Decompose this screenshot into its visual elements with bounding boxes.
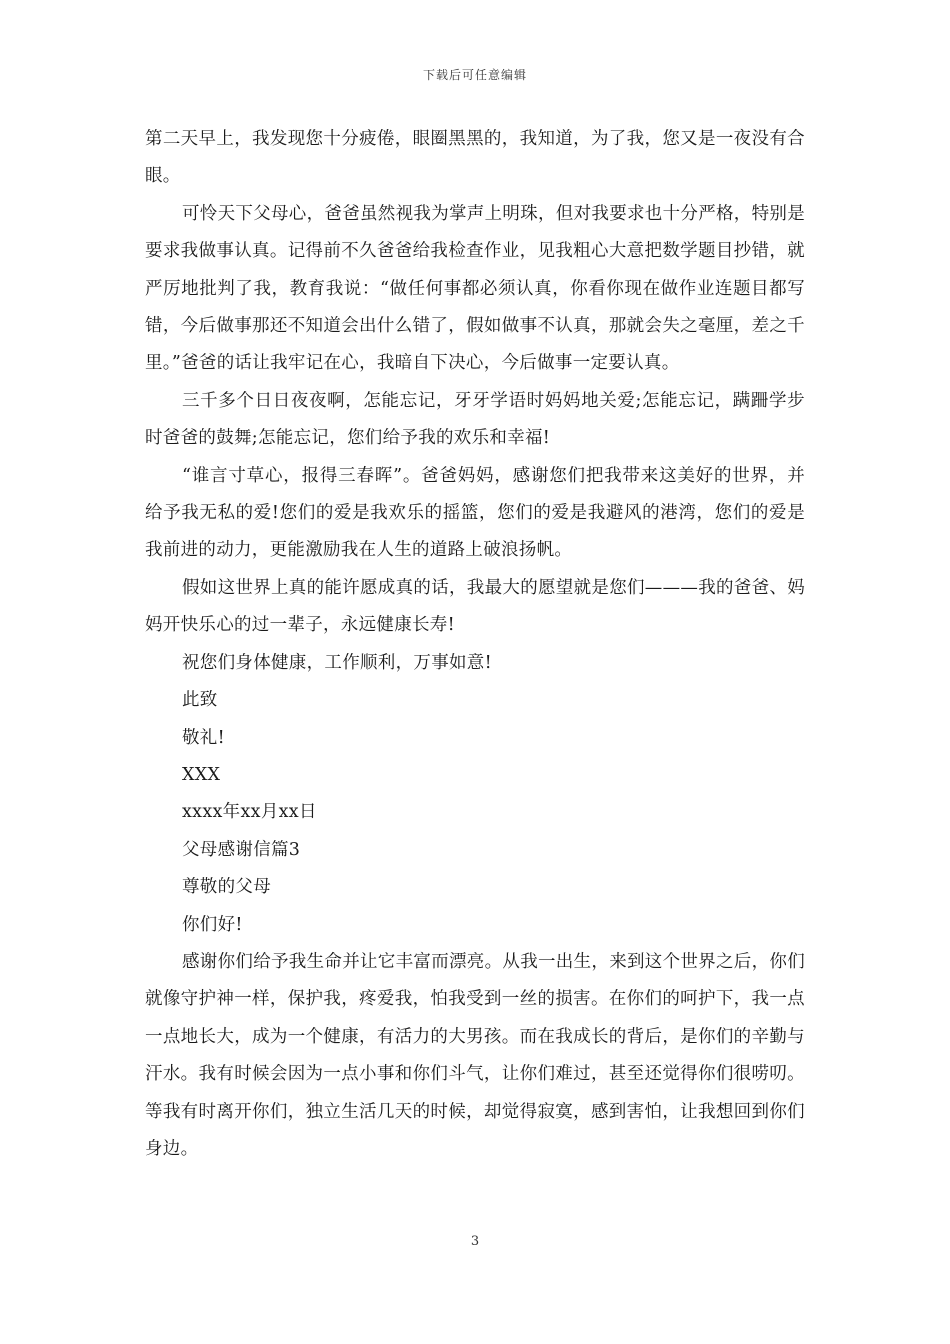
date-line: xxxx年xx月xx日 (182, 802, 317, 823)
document-body (145, 121, 805, 1168)
paragraph: 感谢你们给予我生命并让它丰富而漂亮。从我一出生，来到这个世界之后，你们就像守护神一样，保护我，疼爱我，怕我受到一丝的损害。在你们的呵护下，我一点一点地长大，成为一个健康，有活力的大男孩。而在我成长的背后，是你们的辛勤与汗水。我有时候会因为一点小事和你们斗气，让你们难过，甚至还觉得你们很唠叨。等我有时离开你们，独立生活几天的时候，却觉得寂寞，感到害怕，让我想回到你们身边。 (145, 951, 805, 1159)
page-number: 3 (470, 1234, 480, 1249)
closing-line: 此致 (182, 690, 218, 711)
paragraph: 第二天早上，我发现您十分疲倦，眼圈黑黑的，我知道，为了我，您又是一夜没有合眼。 (145, 129, 805, 187)
salutation: 尊敬的父母 (182, 877, 271, 898)
greeting-line: 祝您们身体健康，工作顺利，万事如意! (182, 652, 492, 673)
section-title: 父母感谢信篇3 (182, 839, 301, 860)
closing-line: 敬礼! (182, 727, 225, 748)
paragraph: “谁言寸草心，报得三春晖”。爸爸妈妈，感谢您们把我带来这美好的世界，并给予我无私的爱!您们的爱是我欢乐的摇篮，您们的爱是我避风的港湾，您们的爱是我前进的动力，更能激励我在人生的道路上破浪扬帆。 (145, 465, 805, 561)
salutation: 你们好! (182, 914, 243, 935)
page-header: 下载后可任意编辑 (422, 68, 527, 82)
paragraph: 可怜天下父母心，爸爸虽然视我为掌声上明珠，但对我要求也十分严格，特别是要求我做事认真。记得前不久爸爸给我检查作业，见我粗心大意把数学题目抄错，就严厉地批判了我，教育我说：“做任何事都必须认真，你看你现在做作业连题目都写错，今后做事那还不知道会出什么错了，假如做事不认真，那就会失之毫厘，差之千里。”爸爸的话让我牢记在心，我暗自下决心，今后做事一定要认真。 (145, 203, 805, 374)
signature: XXX (182, 764, 221, 785)
paragraph: 三千多个日日夜夜啊，怎能忘记，牙牙学语时妈妈地关爱;怎能忘记，蹒跚学步时爸爸的鼓舞;怎能忘记，您们给予我的欢乐和幸福! (145, 390, 805, 449)
paragraph: 假如这世界上真的能许愿成真的话，我最大的愿望就是您们———我的爸爸、妈妈开快乐心的过一辈子，永远健康长寿! (145, 577, 805, 636)
